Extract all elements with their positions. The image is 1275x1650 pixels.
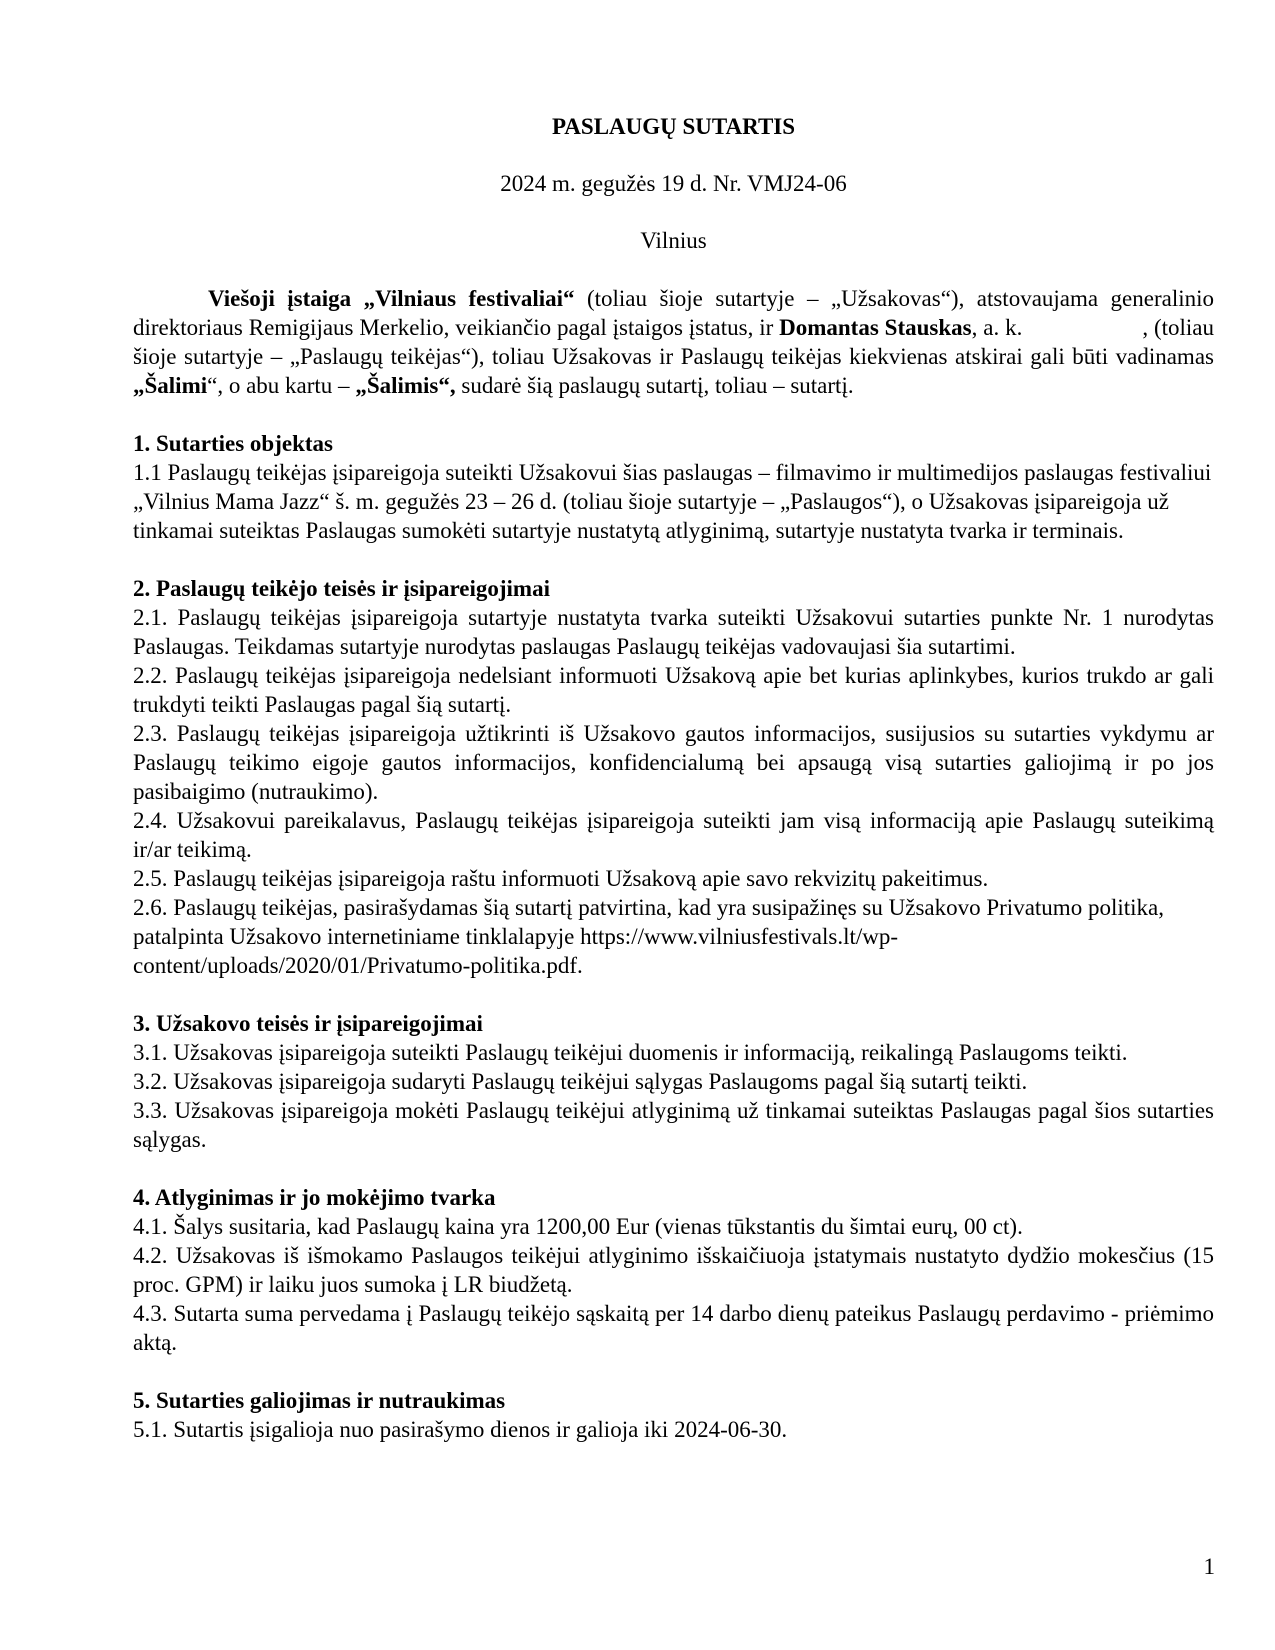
clause-4-3: 4.3. Sutarta suma pervedama į Paslaugų teikėjo sąskaitą per 14 darbo dienų pateikus Paslaugų perdavimo - priėmimo aktą. xyxy=(133,1301,1214,1355)
section-4 xyxy=(133,1183,1214,1357)
clause-2-2: 2.2. Paslaugų teikėjas įsipareigoja nedelsiant informuoti Užsakovą apie bet kurias aplinkybes, kurios trukdo ar gali trukdyti teikti Paslaugas pagal šią sutartį. xyxy=(133,663,1214,717)
section-title: 5. Sutarties galiojimas ir nutraukimas xyxy=(133,1388,506,1413)
clause-1-1: 1.1 Paslaugų teikėjas įsipareigoja suteikti Užsakovui šias paslaugas – filmavimo ir multimedijos paslaugas festivaliui „Vilnius Mama Jazz“ š. m. gegužės 23 – 26 d. (toliau šioje sutartyje – „Paslaugos“), o Užsakovas įsipareigoja už tinkamai suteiktas Paslaugas sumokėti sutartyje nustatytą atlyginimą, sutartyje nustatyta tvarka ir terminais. xyxy=(133,460,1212,543)
clause-2-6: 2.6. Paslaugų teikėjas, pasirašydamas šią sutartį patvirtina, kad yra susipažinęs su Užsakovo Privatumo politika, patalpinta Užsakovo internetiniame tinklalapyje https://www.vilniusfestivals.lt/wp-content/uploads/2020/01/Privatumo-politika.pdf. xyxy=(133,895,1164,978)
document-body xyxy=(133,112,1214,1444)
section-title: 4. Atlyginimas ir jo mokėjimo tvarka xyxy=(133,1185,496,1210)
section-title: 3. Užsakovo teisės ir įsipareigojimai xyxy=(133,1011,483,1036)
document-city: Vilnius xyxy=(640,228,707,253)
term-plural: „Šalimis“, xyxy=(355,373,456,398)
party2-name: Domantas Stauskas xyxy=(779,315,972,340)
clause-4-1: 4.1. Šalys susitaria, kad Paslaugų kaina yra 1200,00 Eur (vienas tūkstantis du šimtai eurų, 00 ct). xyxy=(133,1214,1023,1239)
intro-text-3: , (toliau šioje sutartyje – „Paslaugų teikėjas“), toliau Užsakovas ir Paslaugų teikėjas kiekvienas atskirai gali būti vadinamas xyxy=(133,315,1214,369)
section-3 xyxy=(133,1009,1214,1154)
document-title: PASLAUGŲ SUTARTIS xyxy=(551,114,796,139)
intro-text-2: , a. k. xyxy=(971,315,1023,340)
intro-text-5: sudarė šią paslaugų sutartį, toliau – sutartį. xyxy=(455,373,854,398)
section-1 xyxy=(133,429,1214,545)
intro-text-4: “, o abu kartu – xyxy=(207,373,356,398)
clause-3-2: 3.2. Užsakovas įsipareigoja sudaryti Paslaugų teikėjui sąlygas Paslaugoms pagal šią sutartį teikti. xyxy=(133,1069,1028,1094)
intro-paragraph xyxy=(133,284,1214,400)
intro-text-1: (toliau šioje sutartyje – „Užsakovas“), atstovaujama generalinio direktoriaus Remigijaus Merkelio, veikiančio pagal įstaigos įstatus, ir xyxy=(133,286,1214,340)
party1-name: Viešoji įstaiga „Vilniaus festivaliai“ xyxy=(208,286,575,311)
clause-3-3: 3.3. Užsakovas įsipareigoja mokėti Paslaugų teikėjui atlyginimą už tinkamai suteiktas Paslaugas pagal šios sutarties sąlygas. xyxy=(133,1098,1214,1152)
clause-3-1: 3.1. Užsakovas įsipareigoja suteikti Paslaugų teikėjui duomenis ir informaciją, reikalingą Paslaugoms teikti. xyxy=(133,1040,1128,1065)
clause-5-1: 5.1. Sutartis įsigalioja nuo pasirašymo dienos ir galioja iki 2024-06-30. xyxy=(133,1417,788,1442)
section-title: 1. Sutarties objektas xyxy=(133,431,333,456)
clause-2-5: 2.5. Paslaugų teikėjas įsipareigoja raštu informuoti Užsakovą apie savo rekvizitų pakeitimus. xyxy=(133,866,989,891)
clause-2-1: 2.1. Paslaugų teikėjas įsipareigoja sutartyje nustatyta tvarka suteikti Užsakovui sutarties punkte Nr. 1 nurodytas Paslaugas. Teikdamas sutartyje nurodytas paslaugas Paslaugų teikėjas vadovaujasi šia sutartimi. xyxy=(133,605,1214,659)
section-5 xyxy=(133,1386,1214,1444)
clause-2-3: 2.3. Paslaugų teikėjas įsipareigoja užtikrinti iš Užsakovo gautos informacijos, susijusios su sutarties vykdymu ar Paslaugų teikimo eigoje gautos informacijos, konfidencialumą bei apsaugą visą sutarties galiojimą ir po jos pasibaigimo (nutraukimo). xyxy=(133,721,1214,804)
section-2 xyxy=(133,574,1214,980)
page-number: 1 xyxy=(1203,1554,1215,1579)
clause-4-2: 4.2. Užsakovas iš išmokamo Paslaugos teikėjui atlyginimo išskaičiuoja įstatymais nustatyto dydžio mokesčius (15 proc. GPM) ir laiku juos sumoka į LR biudžetą. xyxy=(133,1243,1214,1297)
document-date-number: 2024 m. gegužės 19 d. Nr. VMJ24-06 xyxy=(500,171,847,196)
clause-2-4: 2.4. Užsakovui pareikalavus, Paslaugų teikėjas įsipareigoja suteikti jam visą informaciją apie Paslaugų suteikimą ir/ar teikimą. xyxy=(133,808,1214,862)
section-title: 2. Paslaugų teikėjo teisės ir įsipareigojimai xyxy=(133,576,550,601)
term-single: „Šalimi xyxy=(133,373,208,398)
